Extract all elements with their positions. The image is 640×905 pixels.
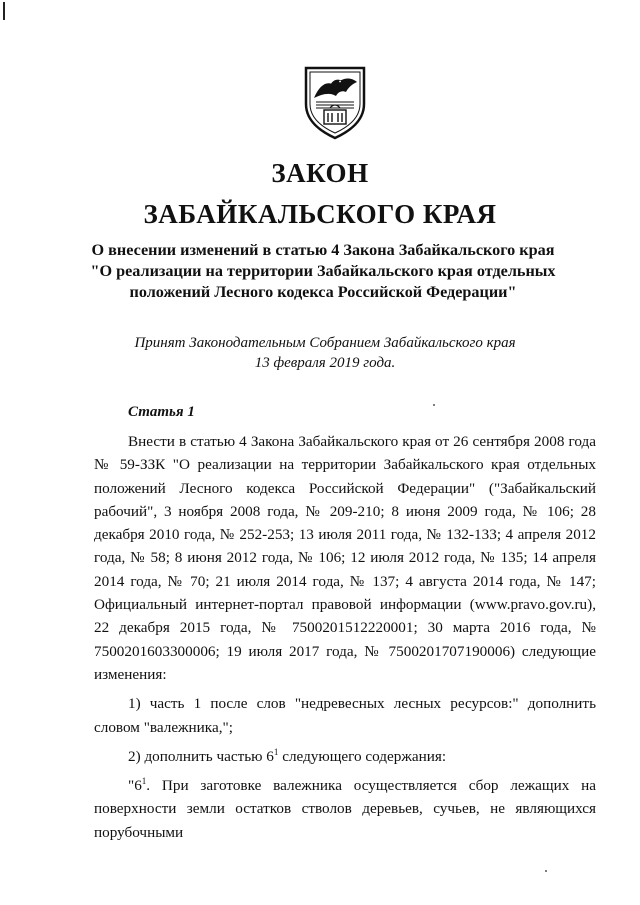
item2-text: 2) дополнить частью 6 bbox=[128, 747, 274, 765]
adoption-note bbox=[120, 333, 530, 373]
quote-number: "6 bbox=[128, 777, 142, 795]
document-title-region: ЗАБАЙКАЛЬСКОГО КРАЯ bbox=[143, 199, 497, 229]
law-subject-line: положений Лесного кодекса Российской Федерации" bbox=[129, 283, 517, 301]
amendment-item-2 bbox=[94, 745, 596, 768]
item2-text-end: следующего содержания: bbox=[278, 747, 447, 765]
adoption-body: Принят Законодательным Собранием Забайкальского края bbox=[134, 335, 516, 351]
paragraph-intro: Внести в статью 4 Закона Забайкальского края от 26 сентября 2008 года № 59-ЗЗК "О реализации на территории Забайкальского края отдельных положений Лесного кодекса Российской Федерации" ("Забайкальский рабочий", 3 ноября 2008 года, № 209-210; 8 июня 2009 года, № 106; 28 декабря 2010 года, № 252-253; 13 июля 2011 года, № 132-133; 4 апреля 2012 года, № 58; 8 июня 2012 года, № 106; 12 июля 2012 года, № 135; 14 апреля 2014 года, № 70; 21 июля 2014 года, № 137; 4 августа 2014 года, № 147; Официальный интернет-портал правовой информации (www.pravo.gov.ru), 22 декабря 2015 года, № 7500201512220001; 30 марта 2016 года, № 7500201603300006; 19 июля 2017 года, № 7500201707190006) следующие изменения: bbox=[94, 433, 596, 683]
item2-superscript: 1 bbox=[273, 746, 279, 757]
article-body bbox=[94, 430, 596, 844]
quoted-new-part bbox=[94, 774, 596, 844]
article-heading: Статья 1 bbox=[128, 404, 195, 420]
scan-speck bbox=[433, 404, 435, 406]
quote-superscript: 1 bbox=[141, 776, 147, 787]
scan-speck bbox=[545, 870, 547, 872]
scan-edge-mark bbox=[3, 2, 5, 20]
quote-text: . При заготовке валежника осуществляется сбор лежащих на поверхности земли остатков стволов деревьев, сучьев, не являющихся порубочными bbox=[94, 777, 596, 841]
law-subject-line: О внесении изменений в статью 4 Закона Забайкальского края bbox=[91, 241, 555, 259]
law-subject bbox=[80, 240, 566, 303]
amendment-item-1: 1) часть 1 после слов "недревесных лесных ресурсов:" дополнить словом "валежника,"; bbox=[94, 695, 596, 736]
law-subject-line: "О реализации на территории Забайкальского края отдельных bbox=[90, 262, 556, 280]
coat-of-arms-icon bbox=[302, 64, 368, 140]
document-title: ЗАКОН bbox=[271, 158, 369, 188]
adoption-date: 13 февраля 2019 года. bbox=[254, 355, 396, 371]
